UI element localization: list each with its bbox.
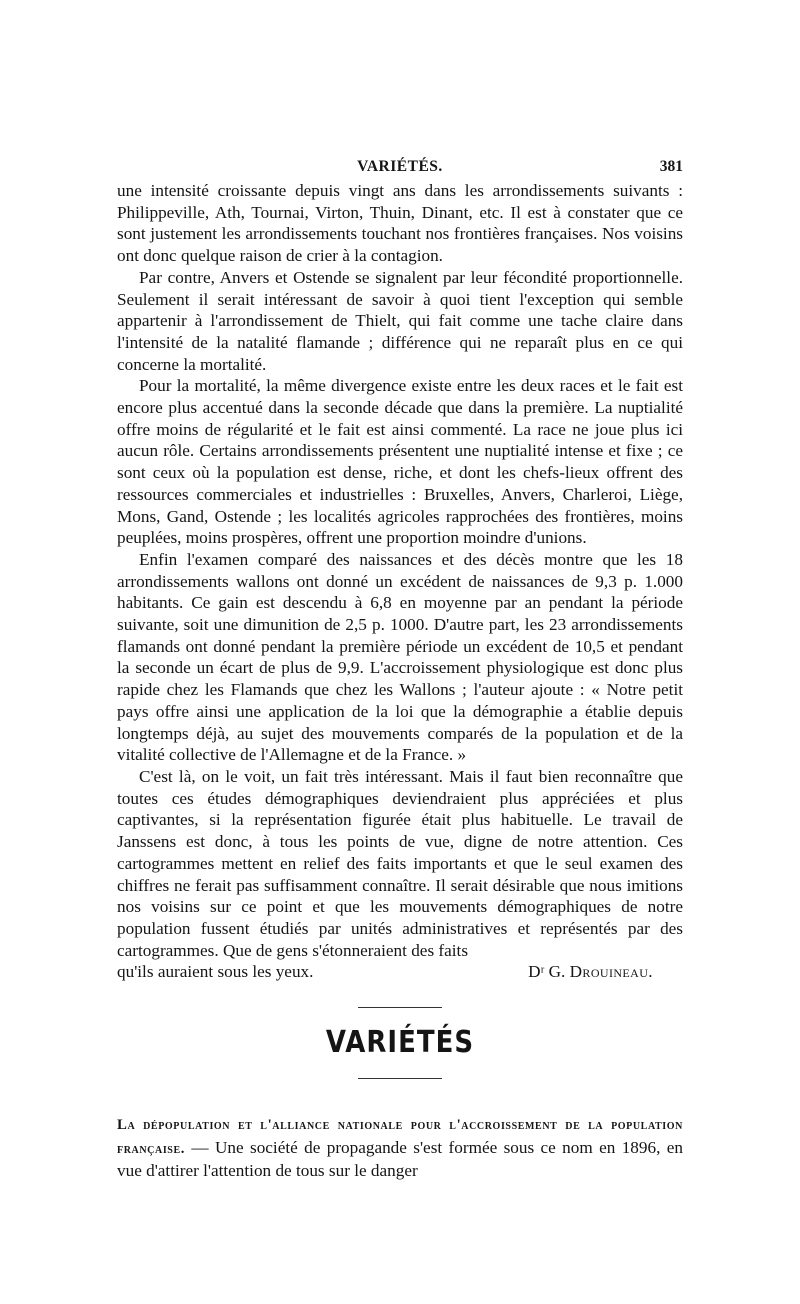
article-paragraph <box>117 1113 683 1182</box>
section-divider-bottom <box>358 1078 442 1079</box>
article-text: — Une société de propagande s'est formée sous ce nom en 1896, en vue d'attirer l'attention de tous sur le danger <box>117 1137 683 1181</box>
running-head <box>117 150 683 180</box>
section-title: VARIÉTÉS <box>325 1025 475 1061</box>
signature-prefix: Dʳ G. <box>528 962 570 982</box>
section-divider-top <box>358 1007 442 1008</box>
article-heading: La dépopulation et l'alliance nationale pour l'accroissement de la population française. <box>117 1117 683 1157</box>
page-number: 381 <box>659 158 683 175</box>
paragraph-1: une intensité croissante depuis vingt ans dans les arrondissements suivants : Philippeville, Ath, Tournai, Virton, Thuin, Dinant, etc. Il est à constater que ce sont justement les arrondissements touchant nos frontières françaises. Nos voisins ont donc quelque raison de crier à la contagion. <box>117 181 683 266</box>
paragraph-2: Par contre, Anvers et Ostende se signalent par leur fécondité proportionnelle. Seulement il serait intéressant de savoir à quoi tient l'exception qui semble appartenir à l'arrondissement de Thielt, qui fait comme une tache claire dans l'intensité de la natalité flamande ; différence qui ne reparaît plus en ce qui concerne la mortalité. <box>117 267 683 374</box>
signature-name: Drouineau. <box>569 962 653 982</box>
running-head-title: VARIÉTÉS. <box>357 158 443 175</box>
paragraph-3: Pour la mortalité, la même divergence existe entre les deux races et le fait est encore plus accentué dans la seconde décade que dans la première. La nuptialité offre moins de régularité et le fait est ainsi commenté. La race ne joue plus ici aucun rôle. Certains arrondissements présentent une nuptialité intense et fixe ; ce sont ceux où la population est dense, riche, et dont les chefs-lieux offrent des ressources commerciales et industrielles : Bruxelles, Anvers, Charleroi, Liège, Mons, Gand, Ostende ; les localités agricoles rapprochées des frontières, moins peuplées, moins prospères, offrent une proportion moindre d'unions. <box>117 376 683 548</box>
closing-line-row <box>117 961 683 983</box>
article <box>117 1113 683 1182</box>
page <box>117 150 683 1182</box>
author-signature <box>528 961 653 983</box>
paragraph-5: C'est là, on le voit, un fait très intéressant. Mais il faut bien reconnaître que toutes ces études démographiques deviendraient plus appréciées et plus captivantes, si la représentation figurée était plus habituelle. Le travail de Janssens est donc, à tous les points de vue, digne de notre attention. Ces cartogrammes mettent en relief des faits importants et que le seul examen des chiffres ne ferait pas suffisamment connaître. Il serait désirable que nous imitions nos voisins sur ce point et que les mouvements démographiques de notre population fussent étudiés par unités administratives et représentés par des cartogrammes. Que de gens s'étonneraient des faits <box>117 766 683 960</box>
closing-line: qu'ils auraient sous les yeux. <box>117 962 314 982</box>
paragraph-4: Enfin l'examen comparé des naissances et des décès montre que les 18 arrondissements wallons ont donné un excédent de naissances de 9,3 p. 1.000 habitants. Ce gain est descendu à 6,8 en moyenne par an pendant la période suivante, soit une dimunition de 2,5 p. 1000. D'autre part, les 23 arrondissements flamands ont donné pendant la première période un excédent de 10,5 et pendant la seconde un écart de plus de 9,9. L'accroissement physiologique est donc plus rapide chez les Flamands que chez les Wallons ; l'auteur ajoute : « Notre petit pays offre ainsi une application de la loi que la démographie a établie depuis longtemps déjà, au sujet des mouvements comparés de la population et de la vitalité collective de l'Allemagne et de la France. » <box>117 549 683 765</box>
body-text <box>117 180 683 983</box>
